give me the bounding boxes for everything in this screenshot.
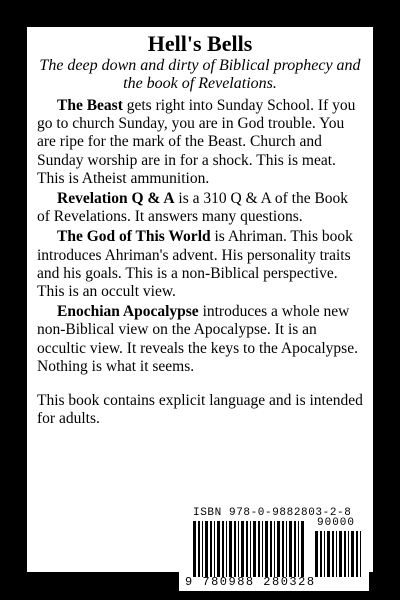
barcode-bar <box>229 521 232 577</box>
barcode-bar <box>193 521 196 577</box>
isbn-barcode <box>179 503 369 591</box>
barcode-bar <box>246 521 248 577</box>
book-subtitle: The deep down and dirty of Biblical prophecy and the book of Revelations. <box>39 57 361 92</box>
barcode-bar <box>250 521 251 577</box>
paragraph-lead: Enochian Apocalypse <box>57 303 199 321</box>
barcode-bar <box>274 521 275 577</box>
barcode-bar <box>356 531 358 577</box>
paragraph-lead: Revelation Q & A <box>57 190 175 208</box>
barcode-bar <box>226 521 227 577</box>
barcode-bar <box>262 521 263 577</box>
paragraph-text: introduces a whole new non-Biblical view on the Apocalypse. It is an occultic view. It reveals the keys to the Apocalypse. Nothing is what it seems. <box>37 303 358 375</box>
paragraph-the-beast <box>37 97 363 188</box>
barcode-bar <box>336 531 337 577</box>
barcode-bar <box>277 521 280 577</box>
barcode-bar <box>217 521 220 577</box>
barcode-bar <box>286 521 287 577</box>
barcode-bar <box>324 531 325 577</box>
barcode-bar <box>238 521 239 577</box>
barcode-bar <box>241 521 244 577</box>
barcode-bar <box>332 531 334 577</box>
paragraph-text: gets right into Sunday School. If you go to church Sunday, you are in God trouble. You are ripe for the mark of the Beast. Church and Sunday worship are in for a shock. This is meat. This is Atheist ammunition. <box>37 97 356 187</box>
barcode-bar <box>265 521 268 577</box>
barcode-bar <box>344 531 346 577</box>
barcode-bar <box>202 521 203 577</box>
barcode-bar <box>258 521 260 577</box>
barcode-bar <box>301 521 304 577</box>
paragraph-text: is a 310 Q & A of the Book of Revelations. It answers many questions. <box>37 190 349 226</box>
barcode-bar <box>289 521 292 577</box>
barcode-bar <box>320 531 322 577</box>
barcode-bar <box>222 521 224 577</box>
barcode-bar <box>234 521 236 577</box>
barcode-bar <box>210 521 212 577</box>
paragraph-lead: The Beast <box>57 97 123 114</box>
paragraph-enochian-apocalypse <box>37 303 363 376</box>
addon-barcode-bars <box>315 531 365 577</box>
barcode-bar <box>205 521 208 577</box>
barcode-bar <box>270 521 272 577</box>
barcode-bar <box>351 531 354 577</box>
barcode-bar <box>294 521 296 577</box>
adult-content-notice: This book contains explicit language and is intended for adults. <box>37 392 363 428</box>
barcode-bar <box>327 531 330 577</box>
ean-digits: 9 780988 280328 <box>185 575 316 589</box>
text-panel <box>27 27 373 572</box>
barcode-bar <box>214 521 215 577</box>
paragraph-text: is Ahriman. This book introduces Ahriman's advent. His personality traits and his goals. This is a non-Biblical perspective. This is an occult view. <box>37 228 353 301</box>
barcode-bar <box>298 521 299 577</box>
barcode-bar <box>253 521 256 577</box>
barcode-bar <box>282 521 284 577</box>
paragraph-god-of-this-world <box>37 228 363 301</box>
paragraph-lead: The God of This World <box>57 228 211 246</box>
barcode-bars <box>193 521 306 577</box>
barcode-bar <box>339 531 342 577</box>
barcode-bar <box>348 531 349 577</box>
barcode-bar <box>198 521 200 577</box>
book-title: Hell's Bells <box>147 31 253 56</box>
barcode-bar <box>360 531 361 577</box>
isbn-number: ISBN 978-0-9882803-2-8 <box>193 507 352 519</box>
barcode-bar <box>315 531 318 577</box>
price-addon-digits: 90000 <box>317 517 356 529</box>
paragraph-revelation-qa <box>37 190 363 226</box>
